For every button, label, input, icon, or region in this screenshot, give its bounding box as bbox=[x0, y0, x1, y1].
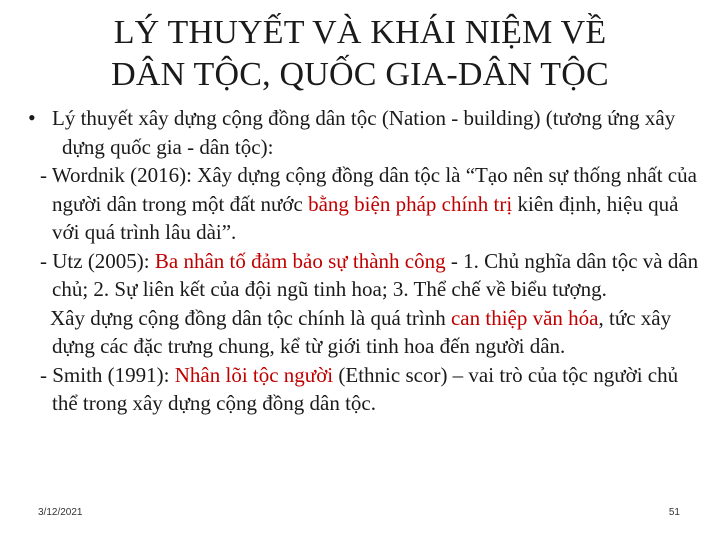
wordnik-highlight: bằng biện pháp chính trị bbox=[308, 191, 513, 216]
slide-title bbox=[40, 12, 680, 96]
building-text-end: , tức xây dựng các đặc trưng chung, kể từ giới tinh hoa đến người dân. bbox=[52, 305, 672, 358]
smith-paragraph bbox=[20, 361, 700, 418]
bullet-text: Lý thuyết xây dựng cộng đồng dân tộc (Nation - building) (tương ứng xây dựng quốc gia - dân tộc): bbox=[52, 106, 676, 159]
slide-body bbox=[20, 104, 700, 418]
building-highlight: can thiệp văn hóa bbox=[450, 305, 599, 330]
bullet-dot-icon: • bbox=[28, 105, 36, 130]
smith-text: - Smith (1991): bbox=[40, 362, 175, 387]
footer-date: 3/12/2021 bbox=[38, 507, 83, 518]
wordnik-paragraph bbox=[20, 161, 700, 247]
building-paragraph bbox=[20, 304, 700, 361]
utz-text-end: - 1. Chủ nghĩa dân tộc và dân chủ; 2. Sự liên kết của đội ngũ tinh hoa; 3. Thể chế về biểu tượng. bbox=[52, 248, 699, 301]
slide-title-line-1: LÝ THUYẾT VÀ KHÁI NIỆM VỀ bbox=[113, 14, 607, 51]
smith-text-end: (Ethnic scor) – vai trò của tộc người chủ thể trong xây dựng cộng đồng dân tộc. bbox=[52, 362, 679, 415]
building-text: Xây dựng cộng đồng dân tộc chính là quá trình bbox=[50, 305, 451, 330]
smith-highlight: Nhân lõi tộc người bbox=[174, 362, 334, 387]
utz-text: - Utz (2005): bbox=[40, 248, 155, 273]
utz-highlight: Ba nhân tố đảm bảo sự thành công bbox=[154, 248, 446, 273]
wordnik-text-end: kiên định, hiệu quả với quá trình lâu dài”. bbox=[52, 191, 679, 244]
footer-page-number: 51 bbox=[668, 507, 680, 518]
utz-paragraph bbox=[20, 247, 700, 304]
wordnik-text: - Wordnik (2016): Xây dựng cộng đồng dân tộc là “Tạo nên sự thống nhất của người dân trong một đất nước bbox=[40, 163, 697, 216]
slide-title-line-2: DÂN TỘC, QUỐC GIA-DÂN TỘC bbox=[111, 56, 609, 93]
bullet-paragraph bbox=[20, 104, 700, 161]
